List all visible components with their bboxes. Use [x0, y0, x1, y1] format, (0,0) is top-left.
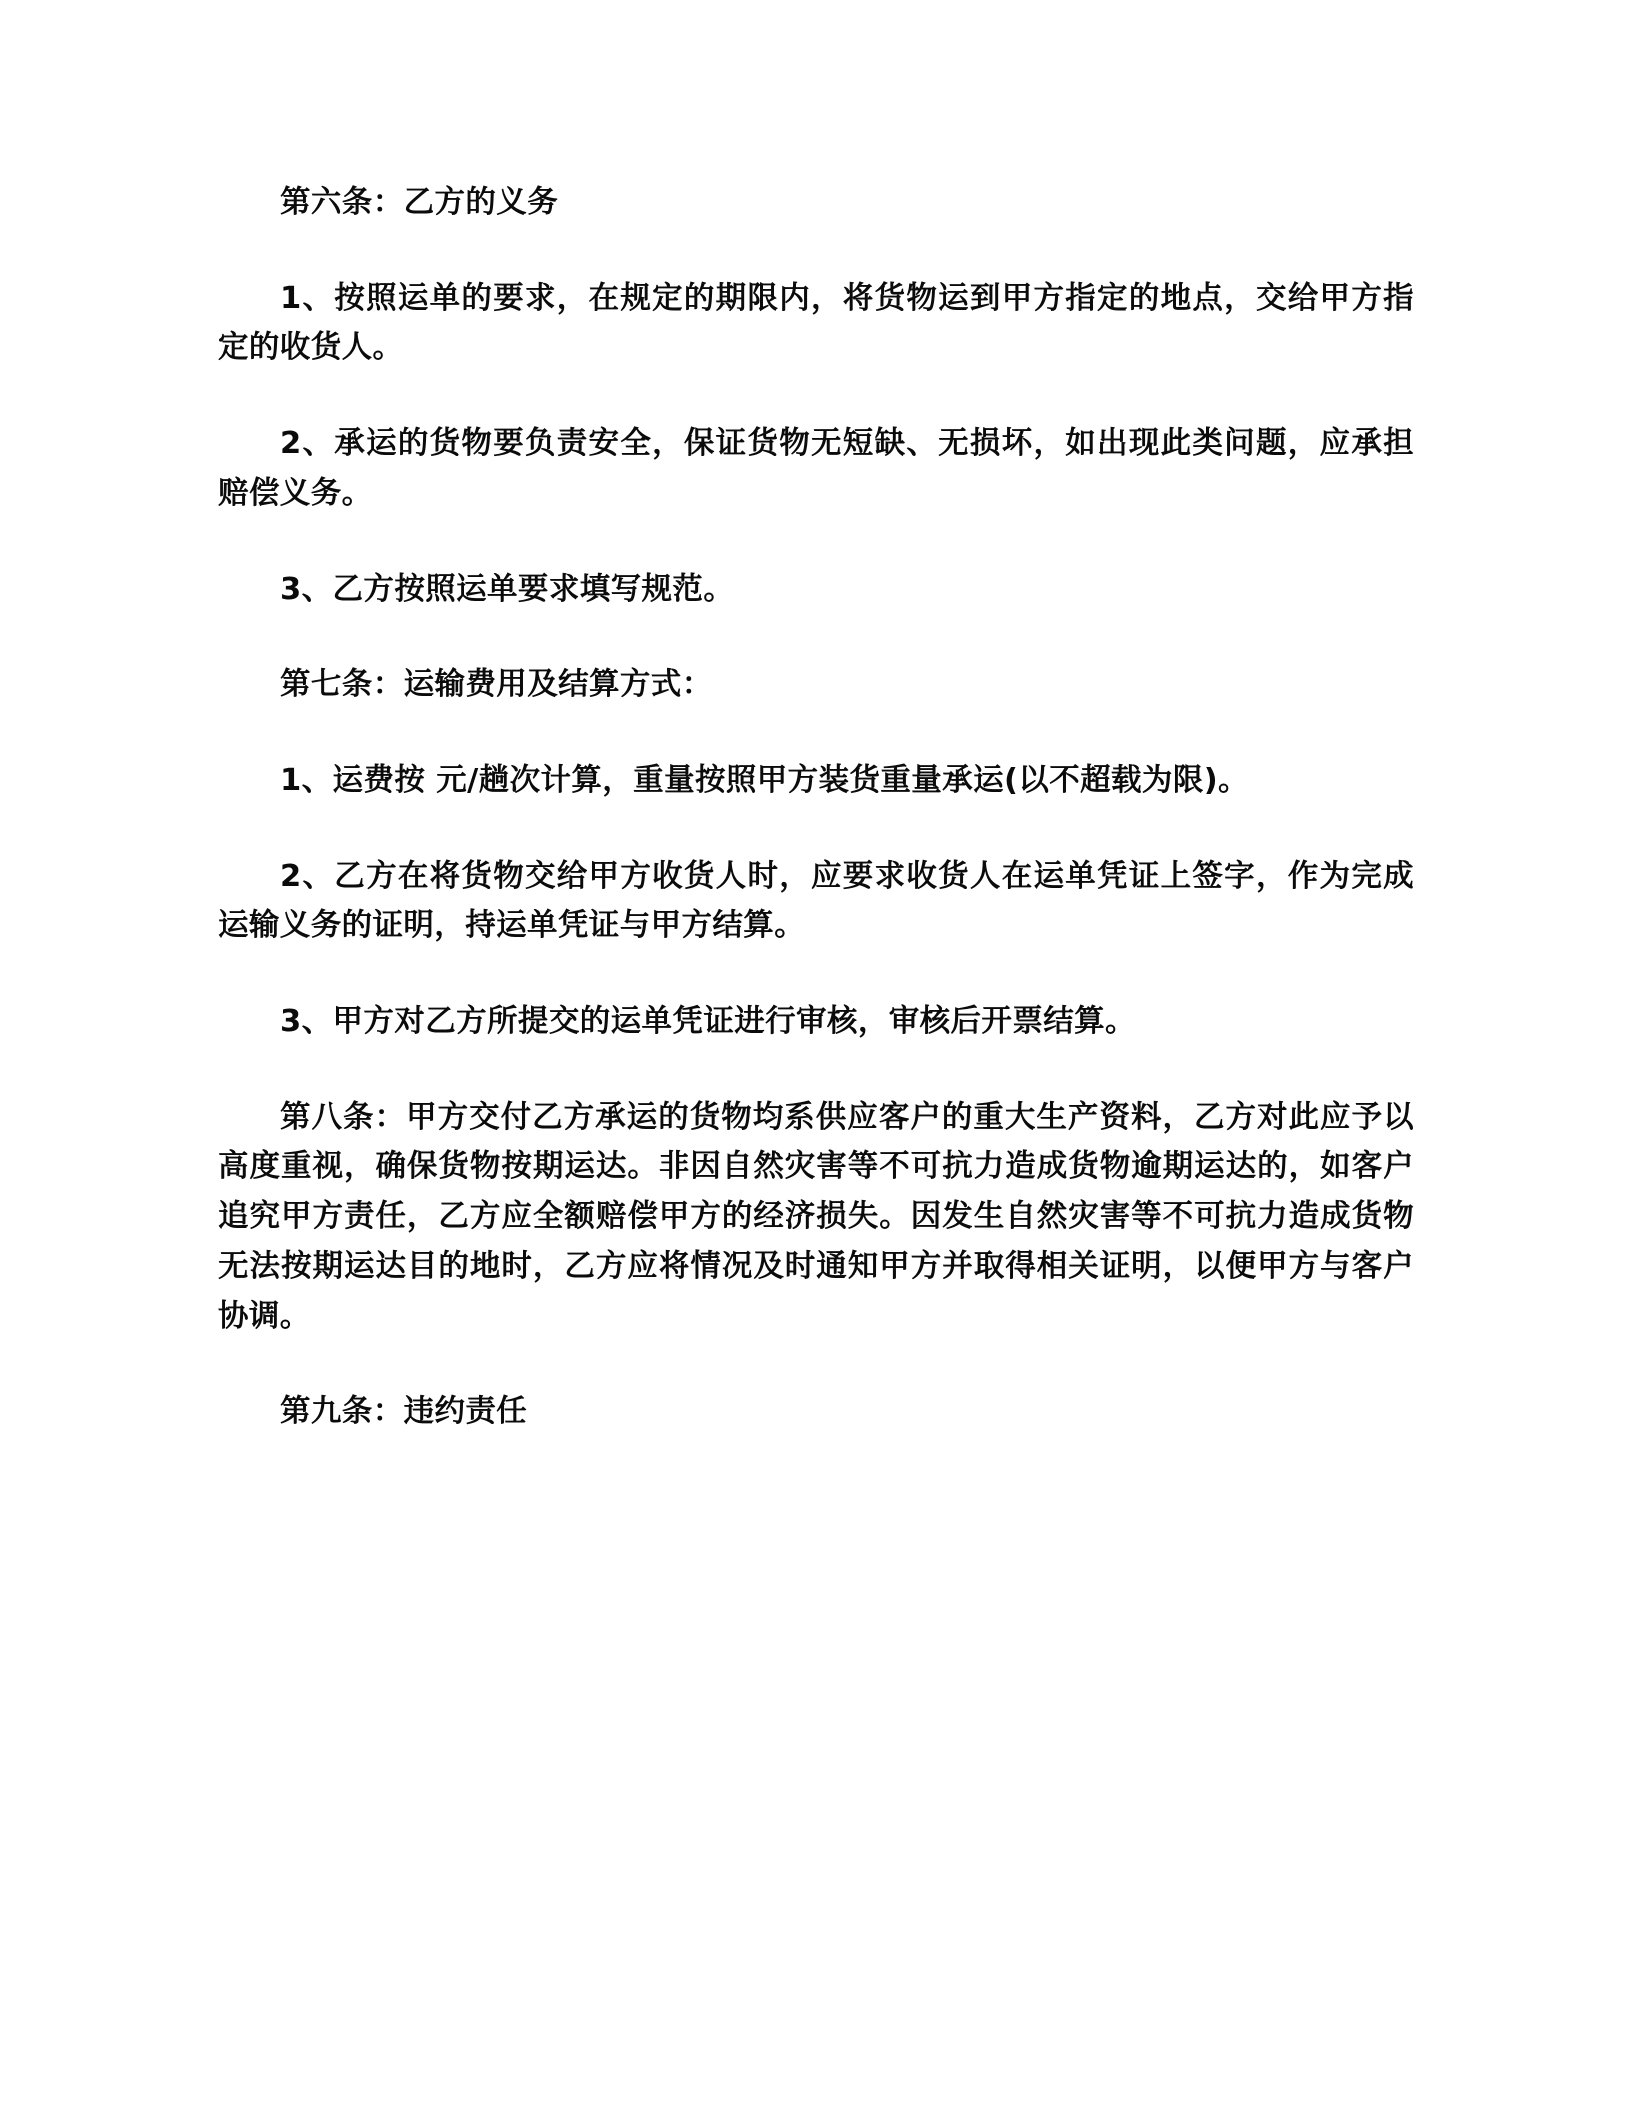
paragraph-clause-7-item-1: 1、运费按 元/趟次计算，重量按照甲方装货重量承运(以不超载为限)。 — [280, 762, 1249, 798]
paragraph-clause-6-item-1: 1、按照运单的要求，在规定的期限内，将货物运到甲方指定的地点，交给甲方指定的收货人。 — [218, 280, 1414, 366]
paragraph-clause-7-item-2: 2、乙方在将货物交给甲方收货人时，应要求收货人在运单凭证上签字，作为完成运输义务的证明，持运单凭证与甲方结算。 — [218, 858, 1414, 944]
paragraph-clause-6-item-3: 3、乙方按照运单要求填写规范。 — [280, 571, 735, 607]
document-body — [218, 178, 1414, 1437]
paragraph-clause-7-heading: 第七条：运输费用及结算方式： — [280, 667, 713, 703]
paragraph-clause-9-heading: 第九条：违约责任 — [280, 1394, 528, 1430]
paragraph-clause-7-item-3: 3、甲方对乙方所提交的运单凭证进行审核，审核后开票结算。 — [280, 1004, 1136, 1040]
paragraph-clause-6-heading: 第六条：乙方的义务 — [280, 185, 559, 220]
paragraph-clause-8: 第八条：甲方交付乙方承运的货物均系供应客户的重大生产资料，乙方对此应予以高度重视，确保货物按期运达。非因自然灾害等不可抗力造成货物逾期运达的，如客户追究甲方责任，乙方应全额赔偿甲方的经济损失。因发生自然灾害等不可抗力造成货物无法按期运达目的地时，乙方应将情况及时通知甲方并取得相关证明，以便甲方与客户协调。 — [218, 1099, 1414, 1334]
paragraph-clause-6-item-2: 2、承运的货物要负责安全，保证货物无短缺、无损坏，如出现此类问题，应承担赔偿义务。 — [218, 426, 1414, 511]
